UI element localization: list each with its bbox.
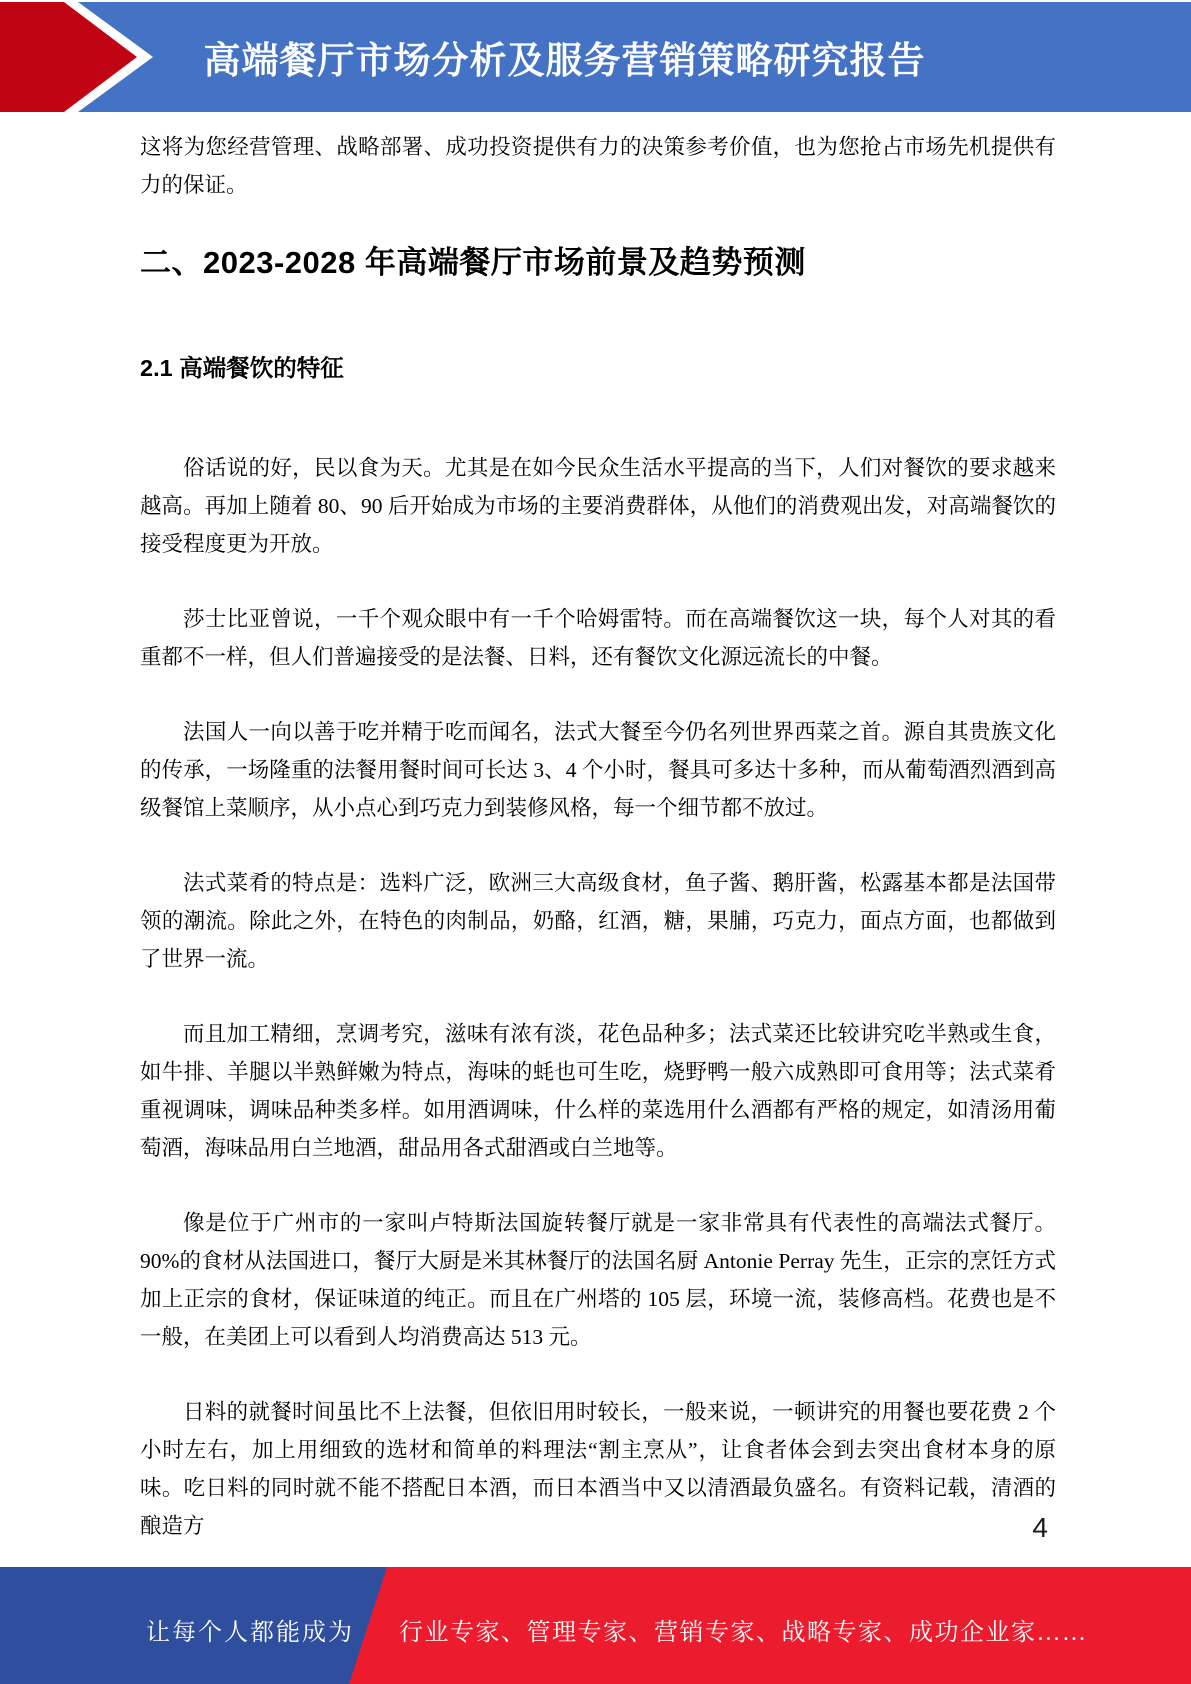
footer-left-slogan: 让每个人都能成为 — [146, 1620, 354, 1646]
paragraph: 法国人一向以善于吃并精于吃而闻名，法式大餐至今仍名列世界西菜之首。源自其贵族文化的传承，一场隆重的法餐用餐时间可长达 3、4 个小时，餐具可多达十多种，而从葡萄酒烈酒到高级餐馆上菜顺序，从小点心到巧克力到装修风格，每一个细节都不放过。 — [140, 720, 1056, 820]
paragraph: 法式菜肴的特点是：选料广泛，欧洲三大高级食材，鱼子酱、鹅肝酱，松露基本都是法国带领的潮流。除此之外，在特色的肉制品，奶酪，红酒，糖，果脯，巧克力，面点方面，也都做到了世界一流。 — [140, 871, 1056, 971]
footer-banner — [0, 1567, 1191, 1684]
page-number: 4 — [1032, 1512, 1048, 1543]
footer-right-slogan: 行业专家、管理专家、营销专家、战略专家、成功企业家…… — [399, 1620, 1088, 1646]
paragraph: 像是位于广州市的一家叫卢特斯法国旋转餐厅就是一家非常具有代表性的高端法式餐厅。90%的食材从法国进口，餐厅大厨是米其林餐厅的法国名厨 Antonie Perray 先生，正宗的烹饪方式加上正宗的食材，保证味道的纯正。而且在广州塔的 105 层，环境一流，装修高档。花费也是不一般，在美团上可以看到人均消费高达 513 元。 — [140, 1211, 1056, 1349]
intro-paragraph: 这将为您经营管理、战略部署、成功投资提供有力的决策参考价值，也为您抢占市场先机提供有力的保证。 — [140, 135, 1056, 197]
document-body — [140, 0, 1056, 1545]
report-title: 高端餐厅市场分析及服务营销策略研究报告 — [203, 40, 926, 81]
paragraph: 莎士比亚曾说，一千个观众眼中有一千个哈姆雷特。而在高端餐饮这一块，每个人对其的看重都不一样，但人们普遍接受的是法餐、日料，还有餐饮文化源远流长的中餐。 — [140, 607, 1056, 669]
paragraph: 日料的就餐时间虽比不上法餐，但依旧用时较长，一般来说，一顿讲究的用餐也要花费 2 个小时左右，加上用细致的选材和简单的料理法“割主烹从”，让食者体会到去突出食材本身的原味。吃日料的同时就不能不搭配日本酒，而日本酒当中又以清酒最负盛名。有资料记载，清酒的酿造方 — [140, 1400, 1056, 1538]
subsection-heading: 2.1 高端餐饮的特征 — [140, 355, 344, 381]
section-heading: 二、2023-2028 年高端餐厅市场前景及趋势预测 — [140, 245, 806, 280]
paragraph: 而且加工精细，烹调考究，滋味有浓有淡，花色品种多；法式菜还比较讲究吃半熟或生食，如牛排、羊腿以半熟鲜嫩为特点，海味的蚝也可生吃，烧野鸭一般六成熟即可食用等；法式菜肴重视调味，调味品种类多样。如用酒调味，什么样的菜选用什么酒都有严格的规定，如清汤用葡萄酒，海味品用白兰地酒，甜品用各式甜酒或白兰地等。 — [140, 1022, 1056, 1160]
paragraph: 俗话说的好，民以食为天。尤其是在如今民众生活水平提高的当下，人们对餐饮的要求越来越高。再加上随着 80、90 后开始成为市场的主要消费群体，从他们的消费观出发，对高端餐饮的接受程度更为开放。 — [140, 456, 1056, 556]
